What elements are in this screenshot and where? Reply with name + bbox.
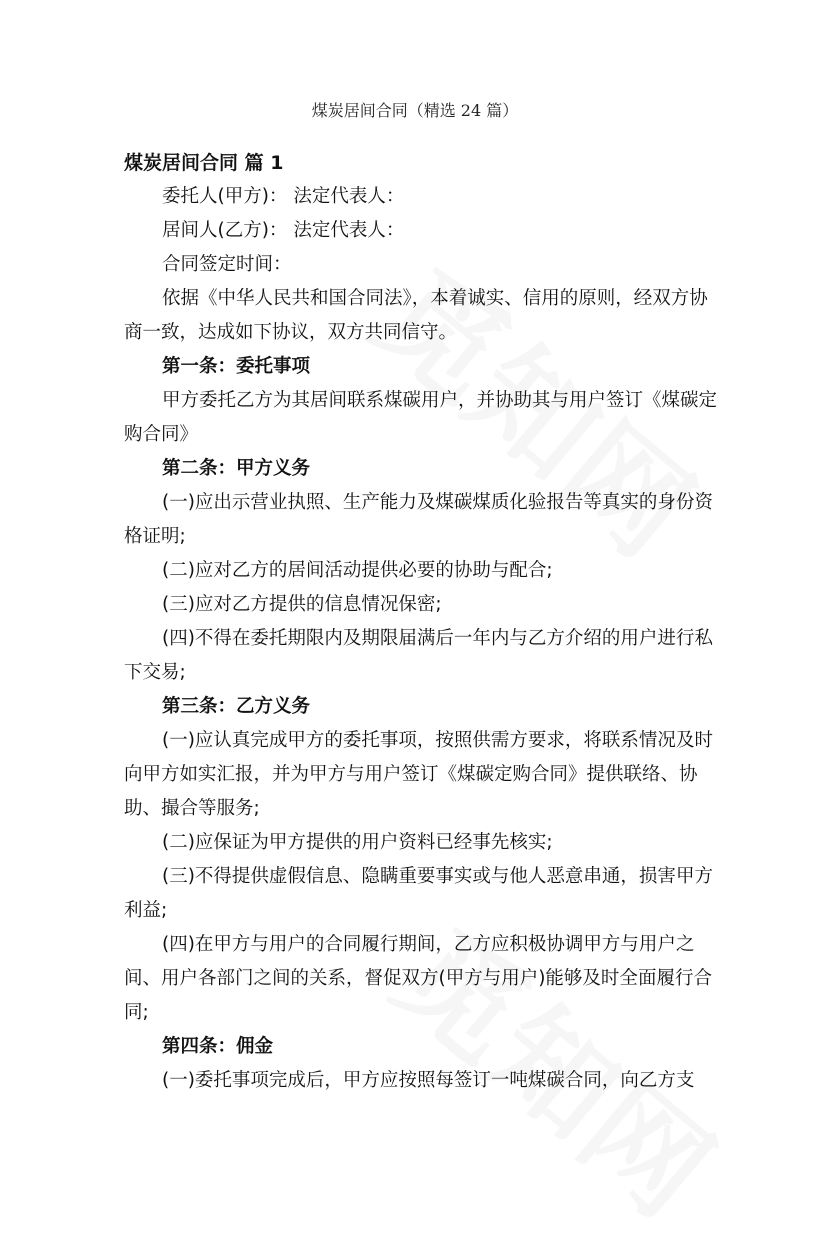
paragraph: 委托人(甲方)： 法定代表人： [162, 186, 405, 207]
paragraph: 依据《中华人民共和国合同法》，本着诚实、信用的原则，经双方协商一致，达成如下协议，双方共同信守。 [124, 288, 708, 343]
article-heading: 第四条：佣金 [162, 1036, 274, 1057]
paragraph: (一)应出示营业执照、生产能力及煤碳煤质化验报告等真实的身份资格证明; [124, 492, 713, 547]
paragraph: 合同签定时间： [162, 254, 292, 275]
paragraph: (一)应认真完成甲方的委托事项，按照供需方要求，将联系情况及时向甲方如实汇报，并为甲方与用户签订《煤碳定购合同》提供联络、协助、撮合等服务; [124, 730, 713, 819]
article-heading: 第一条：委托事项 [162, 356, 311, 377]
paragraph: (二)应对乙方的居间活动提供必要的协助与配合; [162, 560, 553, 581]
paragraph: (二)应保证为甲方提供的用户资料已经事先核实; [162, 832, 553, 853]
paragraph: (三)应对乙方提供的信息情况保密; [162, 594, 442, 615]
paragraph: (四)不得在委托期限内及期限届满后一年内与乙方介绍的用户进行私下交易; [124, 628, 713, 683]
document-title: 煤炭居间合同（精选 24 篇） [311, 101, 519, 120]
paragraph: (一)委托事项完成后，甲方应按照每签订一吨煤碳合同，向乙方支 [162, 1070, 695, 1091]
paragraph: 甲方委托乙方为其居间联系煤碳用户，并协助其与用户签订《煤碳定购合同》 [124, 390, 718, 445]
paragraph: (三)不得提供虚假信息、隐瞒重要事实或与他人恶意串通，损害甲方利益; [124, 866, 713, 921]
article-heading: 第二条：甲方义务 [162, 458, 311, 479]
paragraph: 居间人(乙方)： 法定代表人： [162, 220, 405, 241]
document-body [124, 146, 720, 1098]
section-heading: 煤炭居间合同 篇 1 [124, 152, 284, 174]
paragraph: (四)在甲方与用户的合同履行期间，乙方应积极协调甲方与用户之间、用户各部门之间的关系，督促双方(甲方与用户)能够及时全面履行合同; [124, 934, 712, 1023]
article-heading: 第三条：乙方义务 [162, 696, 311, 717]
